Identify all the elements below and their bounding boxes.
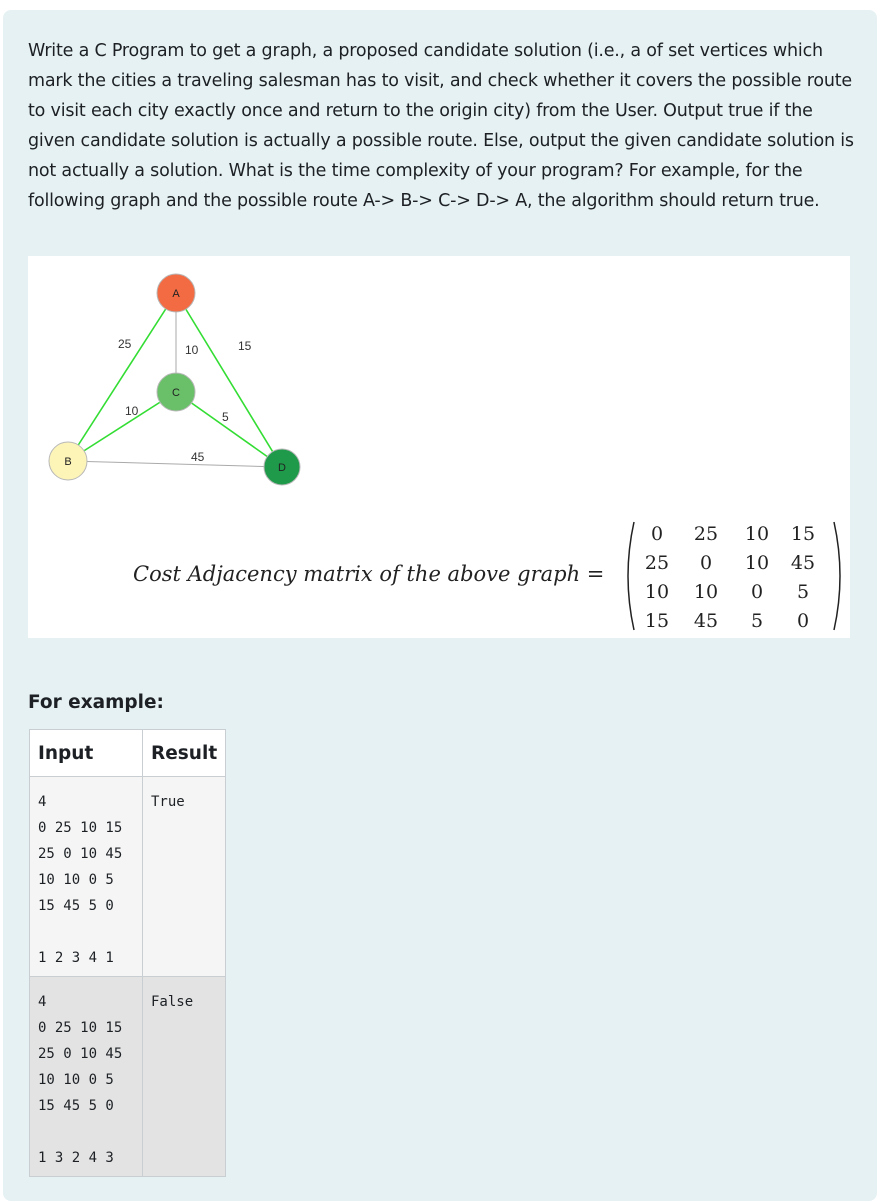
- node-label: D: [278, 462, 286, 474]
- graph-edge-ad: [176, 293, 282, 467]
- matrix-cell: 0: [699, 552, 713, 574]
- edge-weight-label: 10: [185, 343, 199, 357]
- edge-weight-label: 25: [118, 337, 132, 351]
- matrix-cell: 5: [750, 610, 764, 632]
- example-result: False: [143, 977, 226, 1177]
- matrix-cell: 0: [796, 610, 810, 632]
- graph-figure: [28, 256, 850, 638]
- table-row: [30, 777, 226, 977]
- matrix-cell: 10: [644, 581, 670, 603]
- matrix-cell: 45: [790, 552, 816, 574]
- matrix-cell: 10: [744, 552, 770, 574]
- matrix-cell: 0: [650, 523, 664, 545]
- node-label: A: [172, 288, 180, 300]
- matrix-cell: 45: [693, 610, 719, 632]
- matrix-cell: 10: [693, 581, 719, 603]
- table-row: [30, 977, 226, 1177]
- matrix-cell: 0: [750, 581, 764, 603]
- cost-matrix: [620, 518, 848, 634]
- header-result: Result: [143, 730, 226, 777]
- matrix-cell: 15: [790, 523, 816, 545]
- edge-weight-label: 45: [191, 450, 205, 464]
- matrix-cell: 15: [644, 610, 670, 632]
- matrix-caption: Cost Adjacency matrix of the above graph =: [133, 562, 605, 586]
- matrix-cell: 5: [796, 581, 810, 603]
- graph-edge-bd: [68, 461, 282, 467]
- matrix-cell: 10: [744, 523, 770, 545]
- matrix-values: [634, 520, 824, 636]
- examples-table: [29, 729, 226, 1177]
- node-label: C: [172, 387, 180, 399]
- example-input: 4 0 25 10 15 25 0 10 45 10 10 0 5 15 45 5 0 1 3 2 4 3: [30, 977, 143, 1177]
- example-result: True: [143, 777, 226, 977]
- graph-edge-ab: [68, 293, 176, 461]
- example-input: 4 0 25 10 15 25 0 10 45 10 10 0 5 15 45 5 0 1 2 3 4 1: [30, 777, 143, 977]
- examples-heading: For example:: [28, 692, 164, 713]
- edge-weight-label: 5: [222, 410, 229, 424]
- edge-weight-label: 10: [125, 404, 139, 418]
- edge-weight-label: 15: [238, 339, 252, 353]
- question-text: Write a C Program to get a graph, a proposed candidate solution (i.e., a of set vertices which mark the cities a traveling salesman has to visit, and check whether it covers the possible route to visit each city exactly once and return to the origin city) from the User. Output true if the given candidate solution is actually a possible route. Else, output the given candidate solution is not actually a solution. What is the time complexity of your program? For example, for the following graph and the possible route A-> B-> C-> D-> A, the algorithm should return true.: [28, 41, 854, 211]
- matrix-cell: 25: [644, 552, 670, 574]
- node-label: B: [64, 456, 72, 468]
- matrix-cell: 25: [693, 523, 719, 545]
- header-input: Input: [30, 730, 143, 777]
